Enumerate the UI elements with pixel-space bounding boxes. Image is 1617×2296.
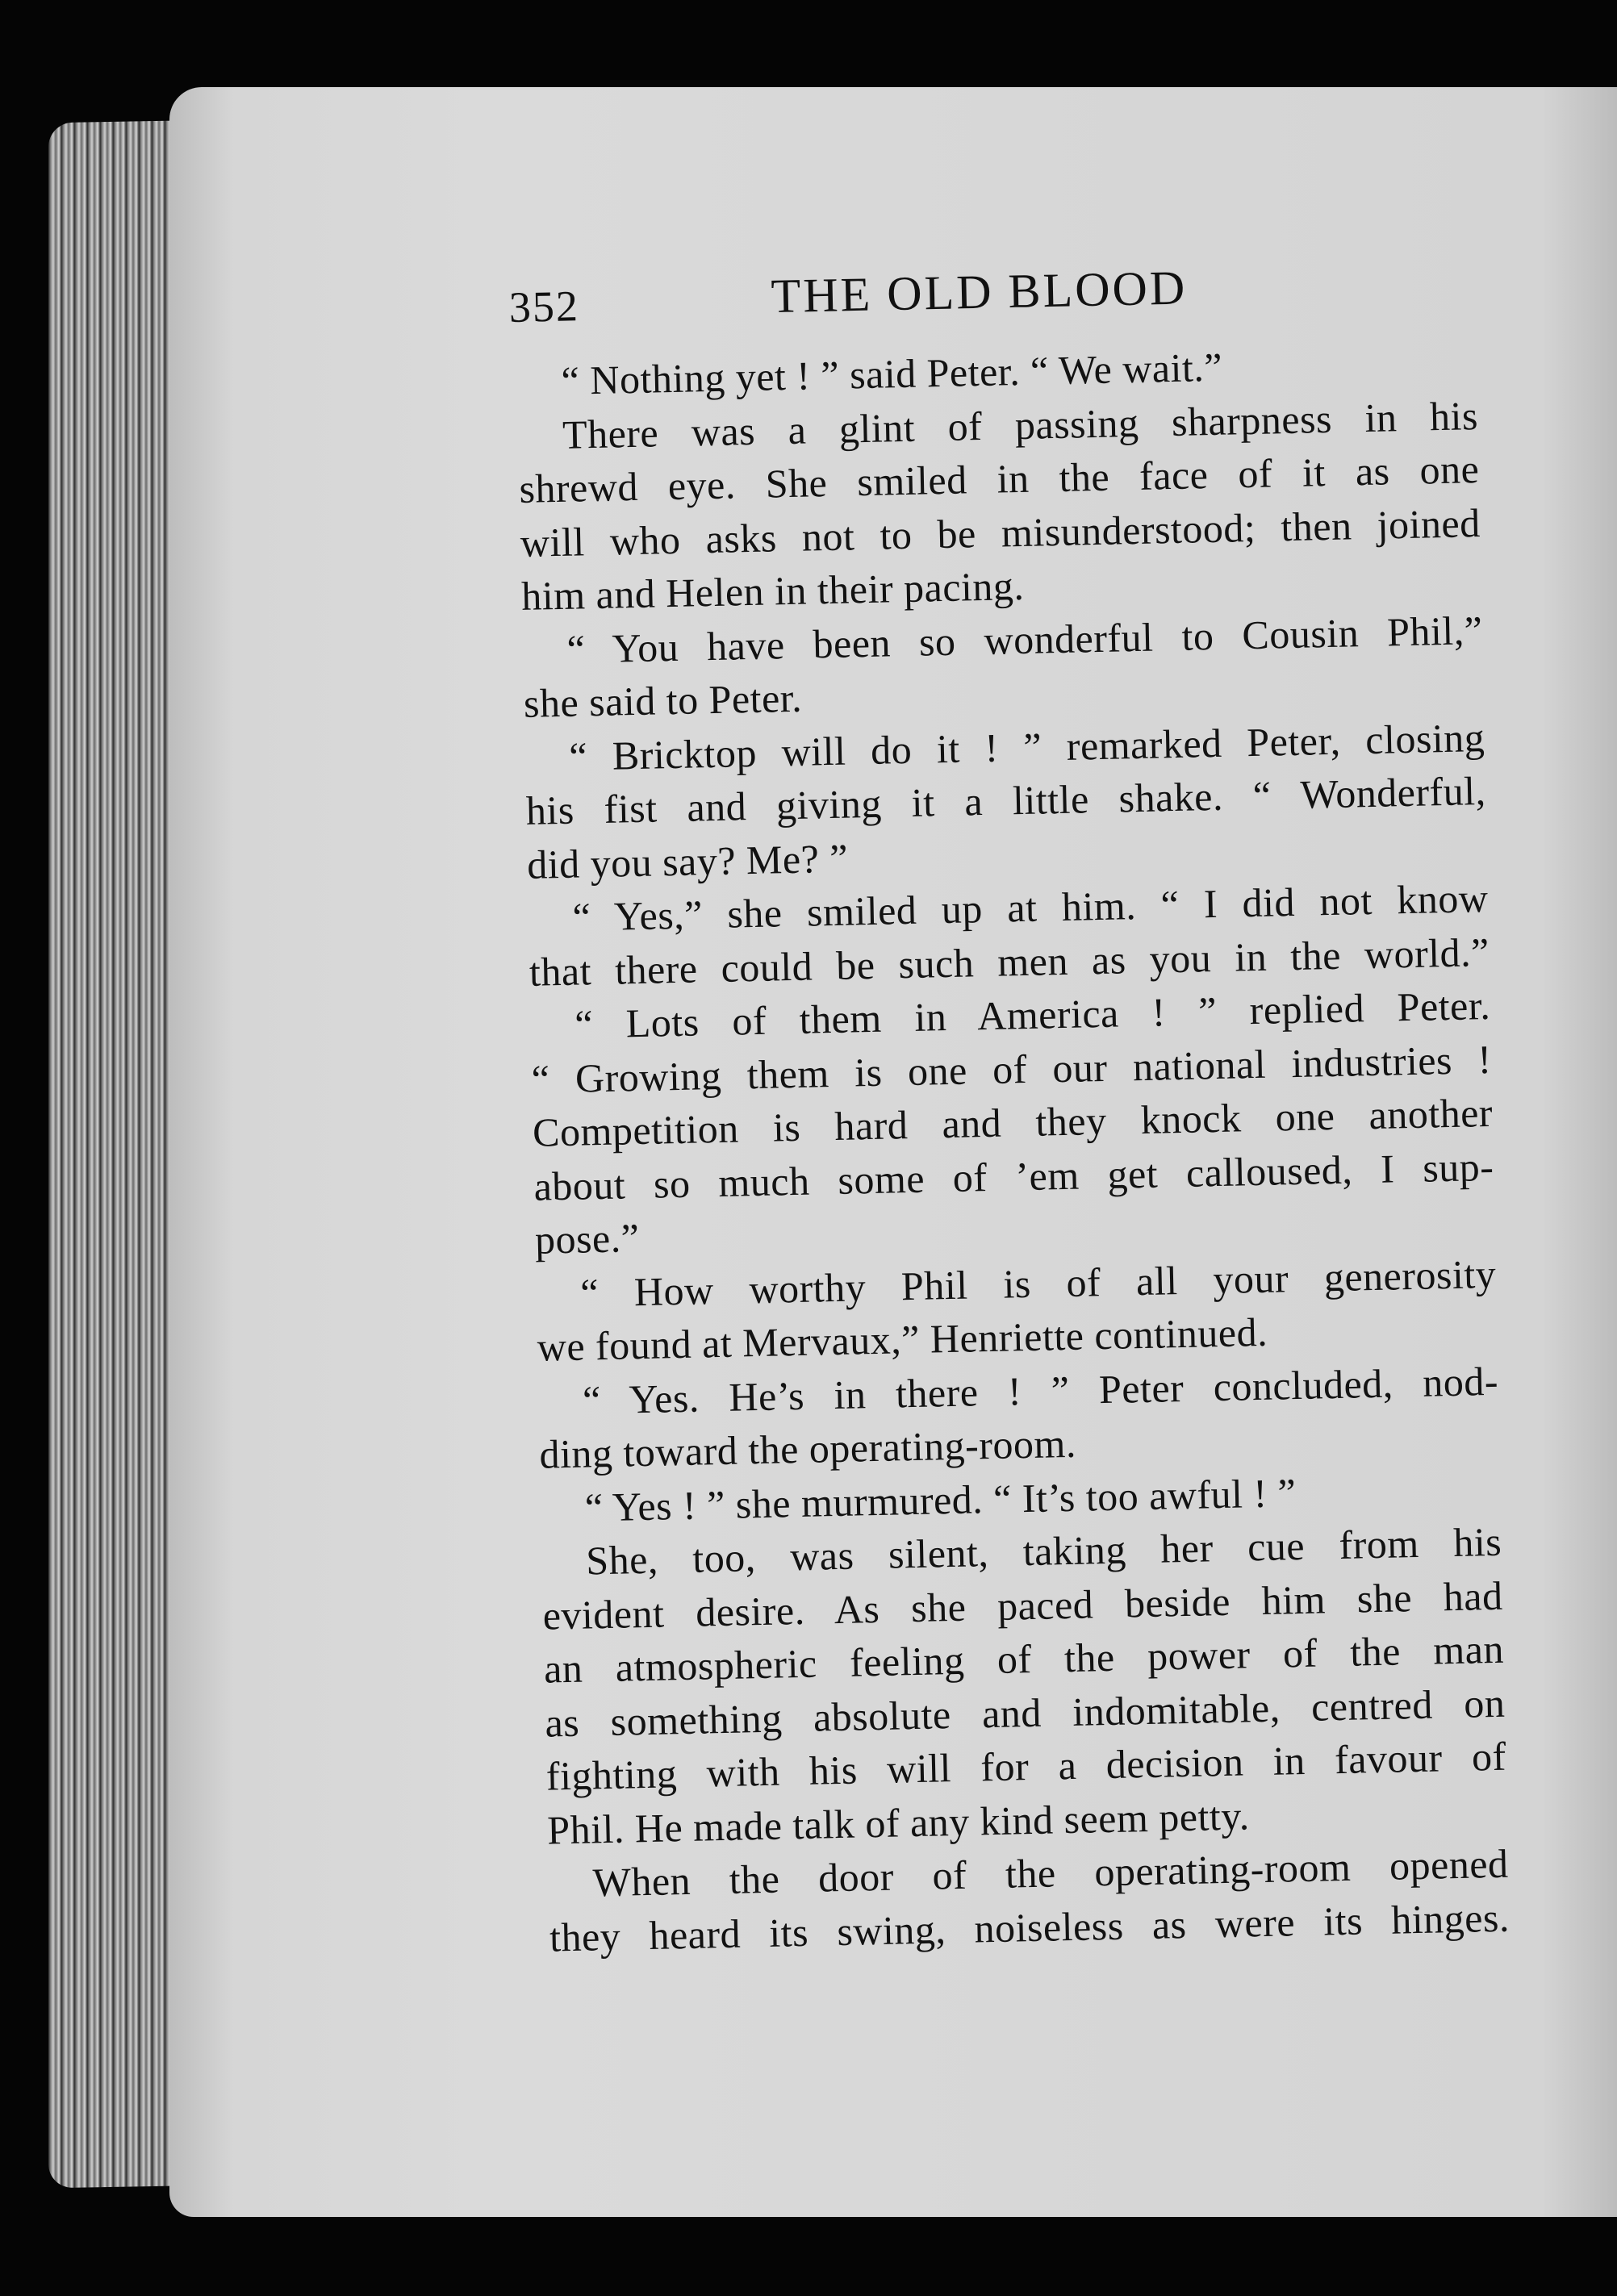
text-line: will who asks not to be misunderstood; then joined xyxy=(520,499,1481,566)
text-line: “ Bricktop will do it ! ” remarked Peter, closing xyxy=(568,714,1485,779)
text-line: evident desire. As she paced beside him she had xyxy=(542,1572,1504,1639)
text-line: There was a glint of passing sharpness in his xyxy=(562,392,1479,457)
text-line: shrewd eye. She smiled in the face of it as one xyxy=(518,446,1480,511)
text-line: that there could be such men as you in the world.” xyxy=(529,929,1490,995)
text-line: she said to Peter. xyxy=(523,674,803,726)
text-line: pose.” xyxy=(534,1215,640,1263)
text-line: we found at Mervaux,” Henriette continued. xyxy=(537,1309,1268,1370)
text-line: him and Helen in their pacing. xyxy=(520,562,1025,619)
text-line: “ Yes ! ” she murmured. “ It’s too awful ! ” xyxy=(584,1469,1297,1530)
text-line: Competition is hard and they knock one another xyxy=(532,1089,1494,1155)
text-line: “ Yes,” she smiled up at him. “ I did not know xyxy=(572,875,1489,940)
page-number: 352 xyxy=(508,282,580,332)
body-text xyxy=(516,335,1510,1964)
running-head: THE OLD BLOOD xyxy=(770,261,1188,324)
text-line: “ Yes. He’s in there ! ” Peter concluded, nod- xyxy=(582,1358,1499,1423)
text-line: as something absolute and indomitable, centred on xyxy=(544,1680,1506,1746)
text-line: ding toward the operating-room. xyxy=(538,1420,1077,1477)
text-line: did you say? Me? ” xyxy=(526,835,849,887)
text-line: “ Nothing yet ! ” said Peter. “ We wait.” xyxy=(561,344,1223,403)
text-line: “ Lots of them in America ! ” replied Peter. xyxy=(574,982,1491,1047)
text-line: an atmospheric feeling of the power of the man xyxy=(543,1626,1505,1692)
text-line: “ How worthy Phil is of all your generosity xyxy=(579,1250,1497,1316)
text-line: She, too, was silent, taking her cue from his xyxy=(585,1518,1502,1584)
text-line: his fist and giving it a little shake. “ Wonderful, xyxy=(525,767,1487,833)
text-line: “ You have been so wonderful to Cousin Phil,” xyxy=(566,607,1483,672)
text-line: When the door of the operating-room opened xyxy=(592,1840,1510,1906)
text-line: Phil. He made talk of any kind seem petty. xyxy=(546,1792,1251,1853)
text-line: fighting with his will for a decision in favour of xyxy=(545,1733,1507,1799)
text-line: about so much some of ’em get calloused, I sup- xyxy=(533,1143,1494,1209)
text-line: they heard its swing, noiseless as were its hinges. xyxy=(549,1894,1510,1960)
text-line: “ Growing them is one of our national industries ! xyxy=(531,1036,1493,1102)
